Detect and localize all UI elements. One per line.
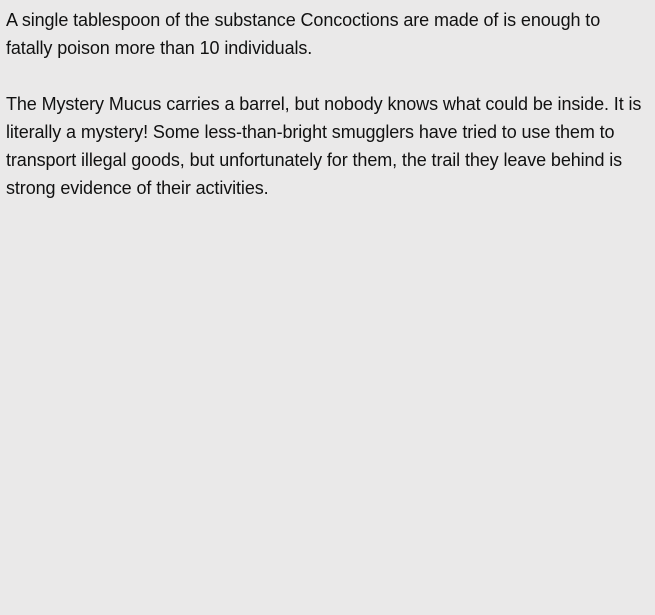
mystery-mucus-paragraph: The Mystery Mucus carries a barrel, but nobody knows what could be inside. It is literally a mystery! Some less-than-bright smugglers have tried to use them to transport illegal goods, but unfortunately for them, the trail they leave behind is strong evidence of their activities.: [6, 94, 642, 198]
poison-fact-paragraph: A single tablespoon of the substance Concoctions are made of is enough to fatally poison more than 10 individuals.: [6, 10, 601, 58]
